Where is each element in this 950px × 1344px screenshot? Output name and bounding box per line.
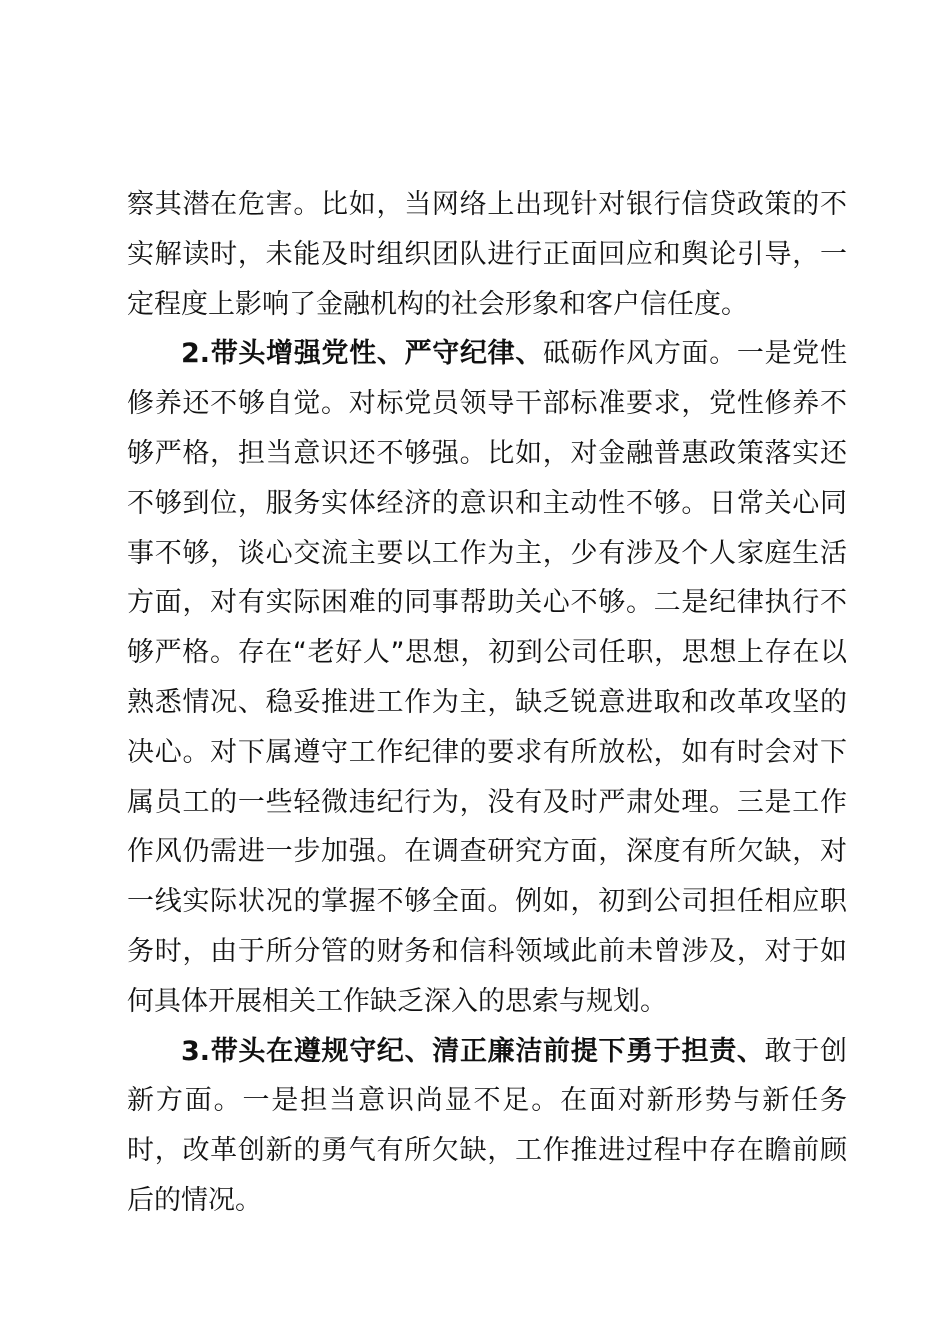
paragraph-2-text: 砥砺作风方面。一是党性修养还不够自觉。对标党员领导干部标准要求，党性修养不够严格，担当意识还不够强。比如，对金融普惠政策落实还不够到位，服务实体经济的意识和主动性不够。日常关心同事不够，谈心交流主要以工作为主，少有涉及个人家庭生活方面，对有实际困难的同事帮助关心不够。二是纪律执行不够严格。存在“老好人”思想，初到公司任职，思想上存在以熟悉情况、稳妥推进工作为主，缺乏锐意进取和改革攻坚的决心。对下属遵守工作纪律的要求有所放松，如有时会对下属员工的一些轻微违纪行为，没有及时严肃处理。三是工作作风仍需进一步加强。在调查研究方面，深度有所欠缺，对一线实际状况的掌握不够全面。例如，初到公司担任相应职务时，由于所分管的财务和信科领域此前未曾涉及，对于如何具体开展相关工作缺乏深入的思索与规划。 (127, 338, 847, 1017)
document-body (127, 180, 847, 1226)
paragraph-1-text: 察其潜在危害。比如，当网络上出现针对银行信贷政策的不实解读时，未能及时组织团队进行正面回应和舆论引导，一定程度上影响了金融机构的社会形象和客户信任度。 (127, 189, 847, 320)
paragraph-3 (127, 1027, 847, 1226)
paragraph-3-heading: 3.带头在遵规守纪、清正廉洁前提下勇于担责、 (181, 1035, 765, 1067)
paragraph-2 (127, 329, 847, 1026)
paragraph-2-heading: 2.带头增强党性、严守纪律、 (181, 338, 544, 370)
paragraph-1 (127, 180, 847, 329)
paragraph-3-text: 敢于创新方面。一是担当意识尚显不足。在面对新形势与新任务时，改革创新的勇气有所欠缺，工作推进过程中存在瞻前顾后的情况。 (127, 1035, 847, 1216)
